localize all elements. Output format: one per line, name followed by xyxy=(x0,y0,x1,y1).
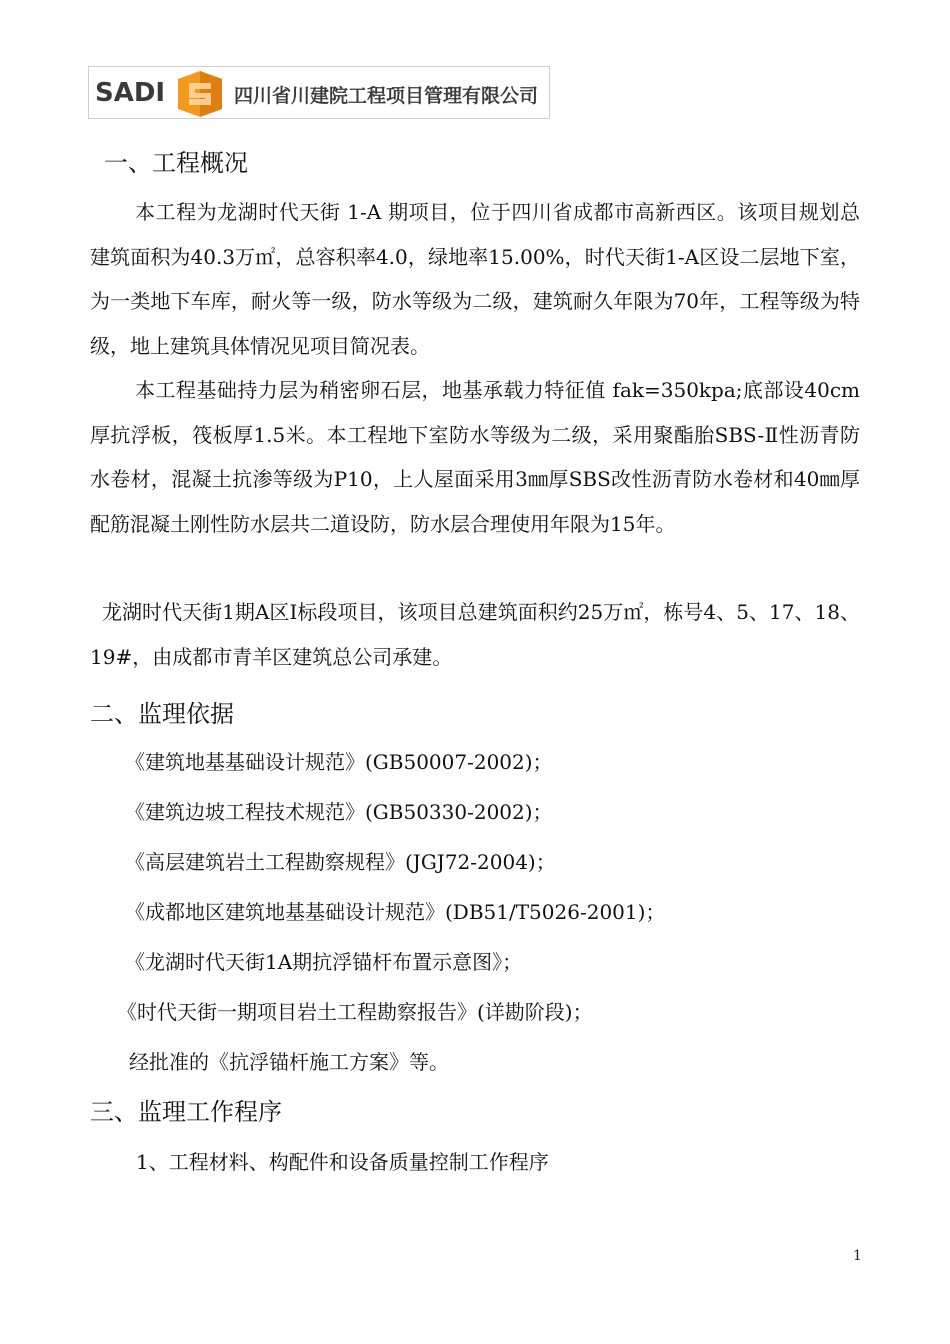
overview-paragraph-3: 龙湖时代天街1期A区Ⅰ标段项目，该项目总建筑面积约25万㎡，栋号4、5、17、18、19#，由成都市青羊区建筑总公司承建。 xyxy=(90,600,860,669)
logo-sadi-text: SADI xyxy=(95,78,166,108)
company-name: 四川省川建院工程项目管理有限公司 xyxy=(234,85,539,107)
basis-list-item: 经批准的《抗浮锚杆施工方案》等。 xyxy=(129,1050,449,1074)
procedure-subtitle: 1、工程材料、构配件和设备质量控制工作程序 xyxy=(136,1150,549,1174)
sadi-logo-icon xyxy=(175,69,225,118)
basis-list-item: 《成都地区建筑地基基础设计规范》(DB51/T5026-2001)； xyxy=(125,900,666,924)
basis-list-item: 《建筑边坡工程技术规范》(GB50330-2002)； xyxy=(125,800,553,824)
basis-list-item: 《时代天街一期项目岩土工程勘察报告》(详勘阶段)； xyxy=(117,1000,593,1024)
basis-list-item: 《龙湖时代天街1A期抗浮锚杆布置示意图》； xyxy=(125,950,523,974)
section-title-overview: 一、工程概况 xyxy=(104,149,248,177)
page-number: 1 xyxy=(853,1248,862,1264)
overview-paragraph-2: 本工程基础持力层为稍密卵石层，地基承载力特征值 fak=350kpa;底部设40cm厚抗浮板，筏板厚1.5米。本工程地下室防水等级为二级，采用聚酯胎SBS-Ⅱ性沥青防水卷材，混凝土抗渗等级为P10，上人屋面采用3㎜厚SBS改性沥青防水卷材和40㎜厚配筋混凝土刚性防水层共二道设防，防水层合理使用年限为15年。 xyxy=(90,378,860,536)
section-title-procedure: 三、监理工作程序 xyxy=(90,1098,282,1126)
overview-paragraph-1: 本工程为龙湖时代天街 1-A 期项目，位于四川省成都市高新西区。该项目规划总建筑面积为40.3万㎡，总容积率4.0，绿地率15.00%，时代天街1-A区设二层地下室，为一类地下车库，耐火等一级，防水等级为二级，建筑耐久年限为70年，工程等级为特级，地上建筑具体情况见项目简况表。 xyxy=(90,200,860,358)
basis-list-item: 《高层建筑岩土工程勘察规程》(JGJ72-2004)； xyxy=(125,850,556,874)
basis-list-item: 《建筑地基基础设计规范》(GB50007-2002)； xyxy=(125,750,553,774)
company-logo-banner xyxy=(88,66,550,119)
section-title-basis: 二、监理依据 xyxy=(90,700,234,728)
